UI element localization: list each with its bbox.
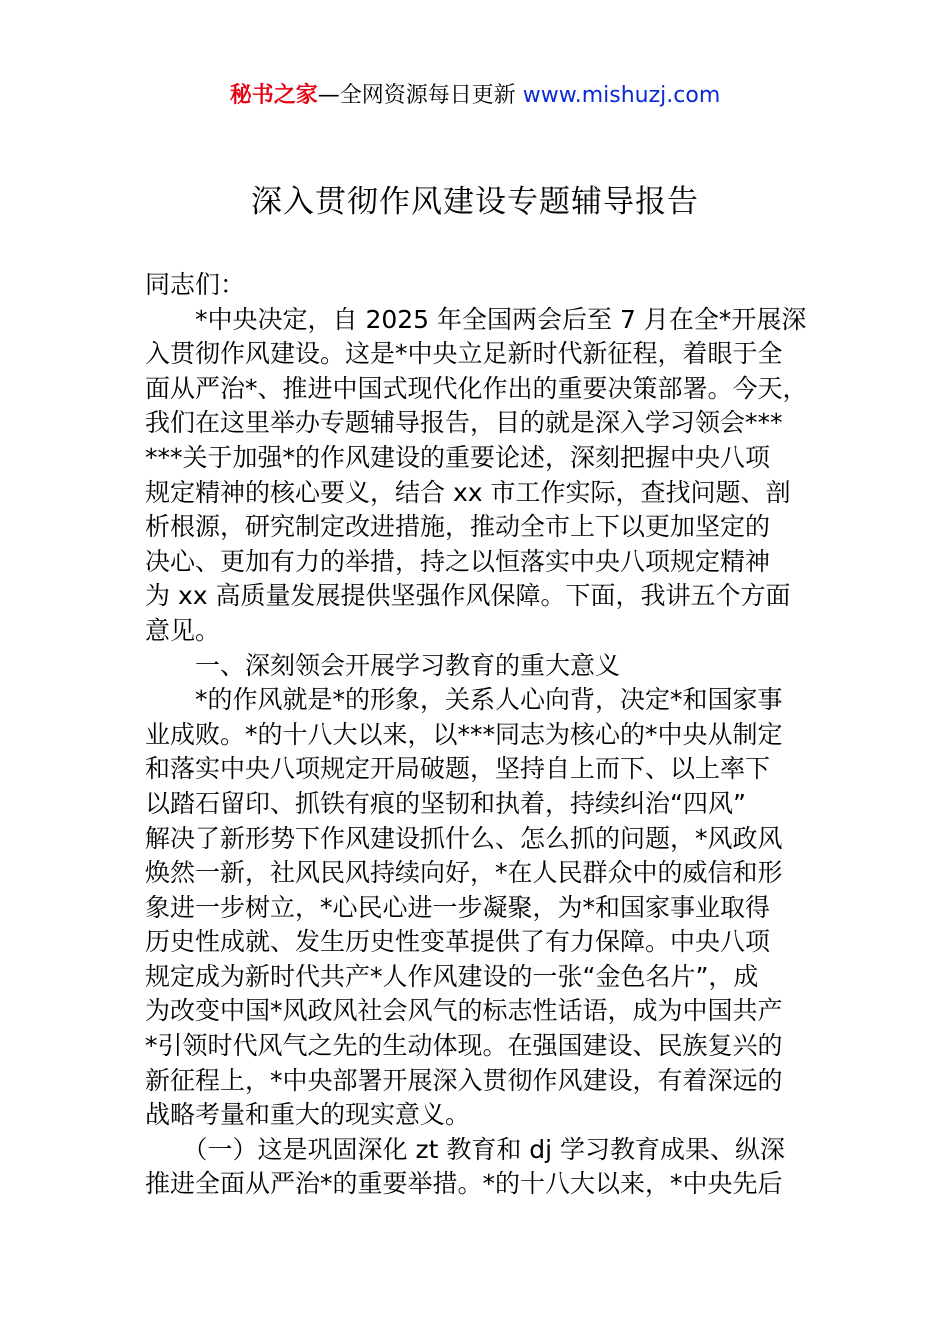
site-brand: 秘书之家 bbox=[229, 83, 318, 108]
body-line: 和落实中央八项规定开局破题，坚持自上而下、以上率下 bbox=[145, 754, 771, 784]
body-line: 推进全面从严治*的重要举措。*的十八大以来，*中央先后 bbox=[145, 1169, 783, 1199]
body-line: 解决了新形势下作风建设抓什么、怎么抓的问题，*风政风 bbox=[145, 823, 783, 853]
body-line: 入贯彻作风建设。这是*中央立足新时代新征程，着眼于全 bbox=[145, 339, 783, 369]
body-line: 为改变中国*风政风社会风气的标志性话语，成为中国共产 bbox=[145, 996, 783, 1026]
body-line: 新征程上，*中央部署开展深入贯彻作风建设，有着深远的 bbox=[145, 1065, 783, 1095]
body-line: 焕然一新，社风民风持续向好，*在人民群众中的威信和形 bbox=[145, 858, 783, 888]
body-line: 业成败。*的十八大以来，以***同志为核心的*中央从制定 bbox=[145, 719, 783, 749]
body-line: ***关于加强*的作风建设的重要论述，深刻把握中央八项 bbox=[145, 442, 771, 472]
body-line: 以踏石留印、抓铁有痕的坚韧和执着，持续纠治“四风” bbox=[145, 788, 746, 818]
body-line: 象进一步树立，*心民心进一步凝聚，为*和国家事业取得 bbox=[145, 892, 771, 922]
body-line: 我们在这里举办专题辅导报告，目的就是深入学习领会*** bbox=[145, 408, 783, 438]
document-body bbox=[145, 268, 809, 1202]
body-line: 战略考量和重大的现实意义。 bbox=[145, 1100, 471, 1130]
body-line: *引领时代风气之先的生动体现。在强国建设、民族复兴的 bbox=[145, 1031, 783, 1061]
section-heading: 一、深刻领会开展学习教育的重大意义 bbox=[145, 650, 621, 680]
body-line: 规定成为新时代共产*人作风建设的一张“金色名片”，成 bbox=[145, 961, 759, 991]
body-line: 析根源，研究制定改进措施，推动全市上下以更加坚定的 bbox=[145, 512, 771, 542]
body-line: *的作风就是*的形象，关系人心向背，决定*和国家事 bbox=[145, 685, 783, 715]
body-line: 历史性成就、发生历史性变革提供了有力保障。中央八项 bbox=[145, 927, 771, 957]
body-line: 面从严治*、推进中国式现代化作出的重要决策部署。今天， bbox=[145, 373, 808, 403]
site-header bbox=[0, 80, 950, 112]
site-tagline: —全网资源每日更新 bbox=[317, 83, 523, 108]
salutation: 同志们： bbox=[145, 270, 246, 299]
document-title: 深入贯彻作风建设专题辅导报告 bbox=[251, 184, 699, 220]
body-line: 为 xx 高质量发展提供坚强作风保障。下面，我讲五个方面 bbox=[145, 581, 791, 611]
body-line: 决心、更加有力的举措，持之以恒落实中央八项规定精神 bbox=[145, 546, 771, 576]
site-url-link[interactable]: www.mishuzj.com bbox=[522, 83, 721, 108]
body-line: 意见。 bbox=[145, 615, 221, 645]
body-line: *中央决定，自 2025 年全国两会后至 7 月在全*开展深 bbox=[145, 304, 807, 334]
subsection-line: （一）这是巩固深化 zt 教育和 dj 学习教育成果、纵深 bbox=[145, 1134, 786, 1164]
body-line: 规定精神的核心要义，结合 xx 市工作实际，查找问题、剖 bbox=[145, 477, 791, 507]
